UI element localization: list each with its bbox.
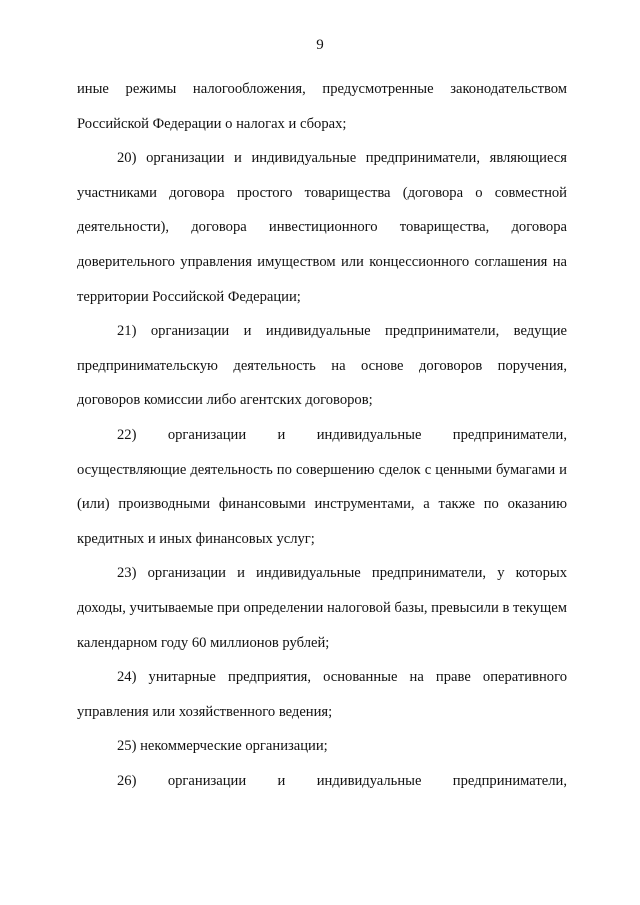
page-number: 9 [316, 37, 324, 53]
list-item-24: 24) унитарные предприятия, основанные на праве оперативного управления или хозяйственного ведения; [77, 669, 567, 720]
list-item-25: 25) некоммерческие организации; [117, 738, 328, 755]
list-item-26: 26) организации и индивидуальные предприниматели, [117, 772, 567, 789]
list-item-21: 21) организации и индивидуальные предприниматели, ведущие предпринимательскую деятельность на основе договоров поручения, договоров комиссии либо агентских договоров; [77, 323, 567, 409]
list-item-20: 20) организации и индивидуальные предприниматели, являющиеся участниками договора простого товарищества (договора о совместной деятельности), договора инвестиционного товарищества, договора доверительного управления имуществом или концессионного соглашения на территории Российской Федерации; [77, 150, 567, 305]
list-item-23: 23) организации и индивидуальные предприниматели, у которых доходы, учитываемые при определении налоговой базы, превысили в текущем календарном году 60 миллионов рублей; [77, 565, 568, 651]
list-item-22: 22) организации и индивидуальные предприниматели, осуществляющие деятельность по совершению сделок с ценными бумагами и (или) производными финансовыми инструментами, а также по оказанию кредитных и иных финансовых услуг; [77, 426, 567, 547]
paragraph-continuation: иные режимы налогообложения, предусмотренные законодательством Российской Федерации о налогах и сборах; [77, 81, 567, 132]
document-body [77, 72, 567, 798]
